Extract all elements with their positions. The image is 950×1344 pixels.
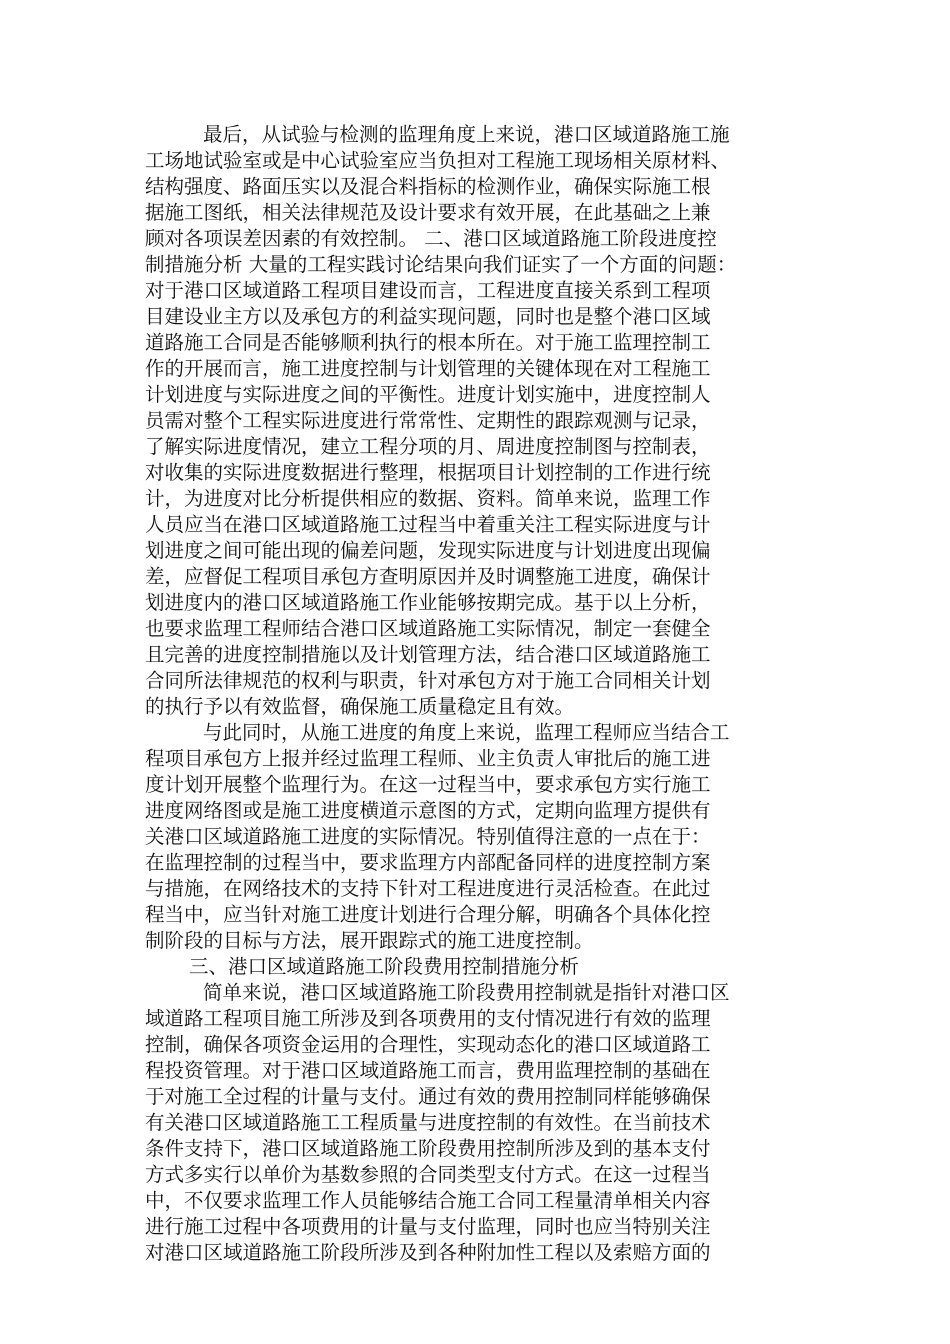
text-line: 有关港口区域道路施工工程质量与进度控制的有效性。在当前技术 [145, 1111, 711, 1134]
text-line: 对港口区域道路施工阶段所涉及到各种附加性工程以及索赔方面的 [145, 1241, 711, 1264]
text-line: 进度网络图或是施工进度横道示意图的方式，定期向监理方提供有 [145, 799, 711, 822]
text-line: 结构强度、路面压实以及混合料指标的检测作业，确保实际施工根 [145, 175, 711, 198]
text-line: 差，应督促工程项目承包方查明原因并及时调整施工进度，确保计 [145, 565, 711, 588]
text-line: 员需对整个工程实际进度进行常常性、定期性的跟踪观测与记录， [145, 409, 711, 432]
text-line: 域道路工程项目施工所涉及到各项费用的支付情况进行有效的监理 [145, 1007, 711, 1030]
text-line: 目建设业主方以及承包方的利益实现问题，同时也是整个港口区域 [145, 305, 711, 328]
text-line: 作的开展而言，施工进度控制与计划管理的关键体现在对工程施工 [145, 357, 711, 380]
text-line: 计，为进度对比分析提供相应的数据、资料。简单来说，监理工作 [145, 487, 711, 510]
text-line: 程当中，应当针对施工进度计划进行合理分解，明确各个具体化控 [145, 903, 711, 926]
text-line: 据施工图纸，相关法律规范及设计要求有效开展，在此基础之上兼 [145, 201, 711, 224]
text-line: 的执行予以有效监督，确保施工质量稳定且有效。 [145, 695, 575, 718]
text-line: 工场地试验室或是中心试验室应当负担对工程施工现场相关原材料、 [145, 149, 731, 172]
text-line: 且完善的进度控制措施以及计划管理方法，结合港口区域道路施工 [145, 643, 711, 666]
text-line: 道路施工合同是否能够顺利执行的根本所在。对于施工监理控制工 [145, 331, 711, 354]
text-line: 计划进度与实际进度之间的平衡性。进度计划实施中，进度控制人 [145, 383, 711, 406]
text-line: 三、港口区域道路施工阶段费用控制措施分析 [189, 955, 580, 978]
text-line: 进行施工过程中各项费用的计量与支付监理，同时也应当特别关注 [145, 1215, 711, 1238]
text-line: 控制，确保各项资金运用的合理性，实现动态化的港口区域道路工 [145, 1033, 711, 1056]
text-line: 划进度之间可能出现的偏差问题，发现实际进度与计划进度出现偏 [145, 539, 711, 562]
text-line: 方式多实行以单价为基数参照的合同类型支付方式。在这一过程当 [145, 1163, 711, 1186]
text-line: 制阶段的目标与方法，展开跟踪式的施工进度控制。 [145, 929, 594, 952]
text-line: 划进度内的港口区域道路施工作业能够按期完成。基于以上分析， [145, 591, 711, 614]
text-line: 度计划开展整个监理行为。在这一过程当中，要求承包方实行施工 [145, 773, 711, 796]
text-line: 关港口区域道路施工进度的实际情况。特别值得注意的一点在于： [145, 825, 711, 848]
text-line: 在监理控制的过程当中，要求监理方内部配备同样的进度控制方案 [145, 851, 711, 874]
text-line: 程投资管理。对于港口区域道路施工而言，费用监理控制的基础在 [145, 1059, 711, 1082]
text-line: 中，不仅要求监理工作人员能够结合施工合同工程量清单相关内容 [145, 1189, 711, 1212]
text-line: 了解实际进度情况，建立工程分项的月、周进度控制图与控制表， [145, 435, 711, 458]
text-line: 与此同时，从施工进度的角度上来说，监理工程师应当结合工 [203, 721, 730, 744]
text-line: 最后，从试验与检测的监理角度上来说，港口区域道路施工施 [203, 123, 730, 146]
text-line: 对收集的实际进度数据进行整理，根据项目计划控制的工作进行统 [145, 461, 711, 484]
body-text [145, 122, 815, 1266]
text-line: 与措施，在网络技术的支持下针对工程进度进行灵活检查。在此过 [145, 877, 711, 900]
text-line: 人员应当在港口区域道路施工过程当中着重关注工程实际进度与计 [145, 513, 711, 536]
text-line: 顾对各项误差因素的有效控制。 二、港口区域道路施工阶段进度控 [145, 227, 717, 250]
text-line: 也要求监理工程师结合港口区域道路施工实际情况，制定一套健全 [145, 617, 711, 640]
text-line: 于对施工全过程的计量与支付。通过有效的费用控制同样能够确保 [145, 1085, 711, 1108]
text-line: 合同所法律规范的权利与职责，针对承包方对于施工合同相关计划 [145, 669, 711, 692]
text-line: 对于港口区域道路工程项目建设而言，工程进度直接关系到工程项 [145, 279, 711, 302]
text-line: 条件支持下，港口区域道路施工阶段费用控制所涉及到的基本支付 [145, 1137, 711, 1160]
text-line: 程项目承包方上报并经过监理工程师、业主负责人审批后的施工进 [145, 747, 711, 770]
text-line: 简单来说，港口区域道路施工阶段费用控制就是指针对港口区 [203, 981, 730, 1004]
text-line: 制措施分析 大量的工程实践讨论结果向我们证实了一个方面的问题： [145, 253, 737, 276]
